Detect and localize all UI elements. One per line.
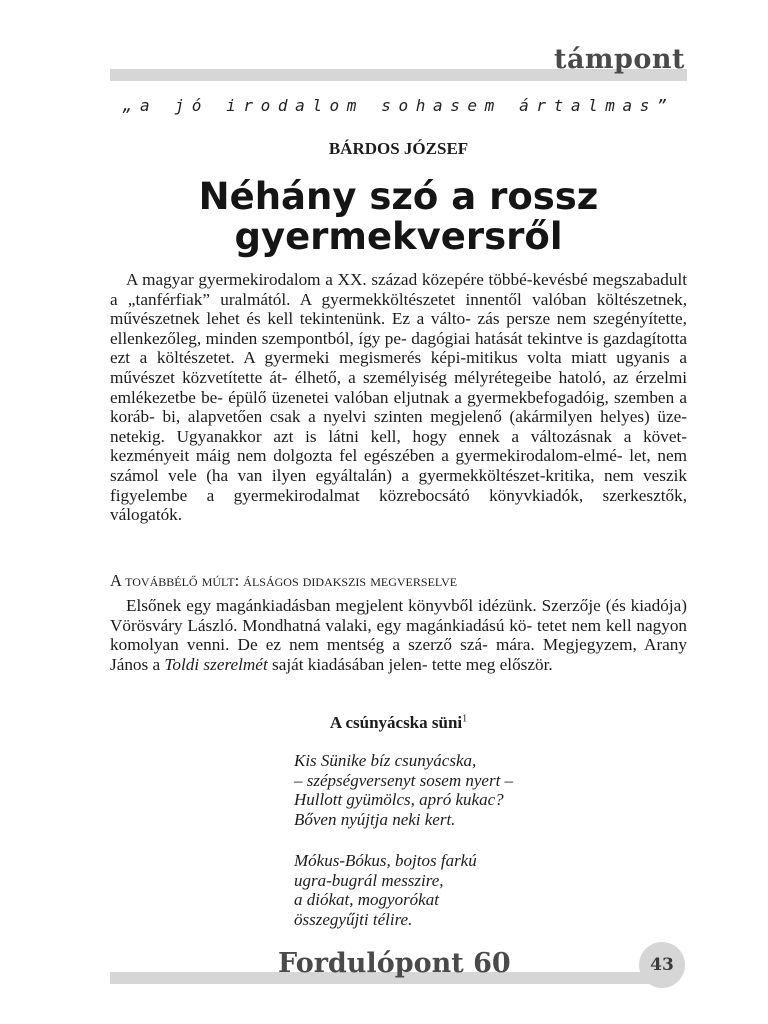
text-line: zás persze nem szegényítette, ellenkezőleg, minden szempontból, így pe-: [110, 309, 687, 348]
page-number-badge: [639, 942, 685, 988]
text-line: nem veszik figyelembe a gyermekirodalmat közrebocsátó könyvkiadók,: [110, 465, 687, 505]
poem-line: ugra-bugrál messzire,: [294, 870, 444, 890]
body-paragraph: [110, 596, 687, 674]
book-title-reference: Toldi szerelmét: [164, 654, 268, 674]
poem-line: Hullott gyümölcs, apró kukac?: [294, 790, 504, 809]
section-label: támpont: [553, 44, 685, 75]
poem-line: a diókat, mogyorókat: [294, 890, 439, 909]
poem-line: Bőven nyújtja neki kert.: [294, 809, 456, 829]
text-line: tette meg először.: [431, 654, 553, 674]
text-line: élhető, a személyiség mélyrétegeibe hatoló, az érzelmi emlékezetbe be-: [110, 367, 688, 407]
text-line: valóban költészetnek, művészetnek lehet és kell tekintenünk. Ez a válto-: [110, 289, 687, 329]
text-line: netekig. Ugyanakkor azt is látni kell, hogy ennek a változásnak a követ-: [110, 426, 687, 446]
text-line: épülő üzenetei valóban eljutnak a gyermekbefogadóig, szemben a koráb-: [110, 387, 687, 427]
text-line: A magyar gyermekirodalom a XX. század közepére többé-kevésbé: [126, 270, 588, 289]
text-line: let, nem számol vele (ha van ilyen egyáltalán) a gyermekköltészet-kritika,: [110, 446, 687, 485]
text-line: dagógiai hatását tekintve is gazdagította ezt a költészetet. A gyermeki: [110, 328, 687, 368]
section-subheading: A továbbélő múlt: álságos didakszis megverselve: [110, 571, 458, 590]
title-line-1: Néhány szó a rossz: [198, 175, 599, 218]
poem-line: – szépségversenyt sosem nyert –: [294, 770, 514, 790]
text-line: mára. Megjegyzem, Arany János a: [110, 635, 687, 674]
poem-title: [110, 713, 687, 733]
article-title: [110, 177, 687, 257]
text-line: megismerés képi-mitikus volta miatt ugyanis a művészet közvetítette át-: [110, 348, 688, 387]
text-line: kezményeit máig nem dolgozta fel egészében a gyermekirodalom-elmé-: [110, 446, 623, 466]
poem-line: Mókus-Bókus, bojtos farkú: [294, 851, 477, 870]
motto: „a jó irodalom sohasem ártalmas”: [122, 96, 675, 115]
text-line: saját kiadásában jelen-: [272, 654, 428, 674]
text-line: (és kiadója) Vörösváry László. Mondhatná valaki, egy magánkiadású kö-: [110, 596, 687, 635]
author-name: BÁRDOS JÓZSEF: [328, 139, 469, 158]
poem-line: összegyűjti télire.: [294, 909, 413, 929]
text-line: tetet nem kell nagyon komolyan venni. De ez nem mentség a szerző szá-: [110, 615, 688, 655]
poem-stanza-1: [294, 751, 513, 829]
text-line: megszabadult a „tanférfiak” uralmától. A gyermekköltészetet innentől: [110, 270, 688, 309]
text-line: szerkesztők, válogatók.: [110, 485, 687, 525]
page-number: 43: [650, 955, 674, 975]
title-line-2: gyermekversről: [234, 215, 563, 258]
poem-stanza-2: [294, 851, 477, 929]
footnote-mark: 1: [462, 713, 468, 725]
poem-title-text: A csúnyácska süni: [329, 713, 463, 732]
text-line: bi, alapvetően csak a nyelvi szinten megjelenő (akármilyen helyes) üze-: [162, 407, 687, 427]
magazine-title: Fordulópont 60: [278, 948, 511, 979]
poem-line: Kis Sünike bíz csunyácska,: [294, 751, 477, 770]
intro-paragraph: [110, 270, 687, 525]
text-line: Elsőnek egy magánkiadásban megjelent könyvből idézünk. Szerzője: [126, 596, 601, 615]
